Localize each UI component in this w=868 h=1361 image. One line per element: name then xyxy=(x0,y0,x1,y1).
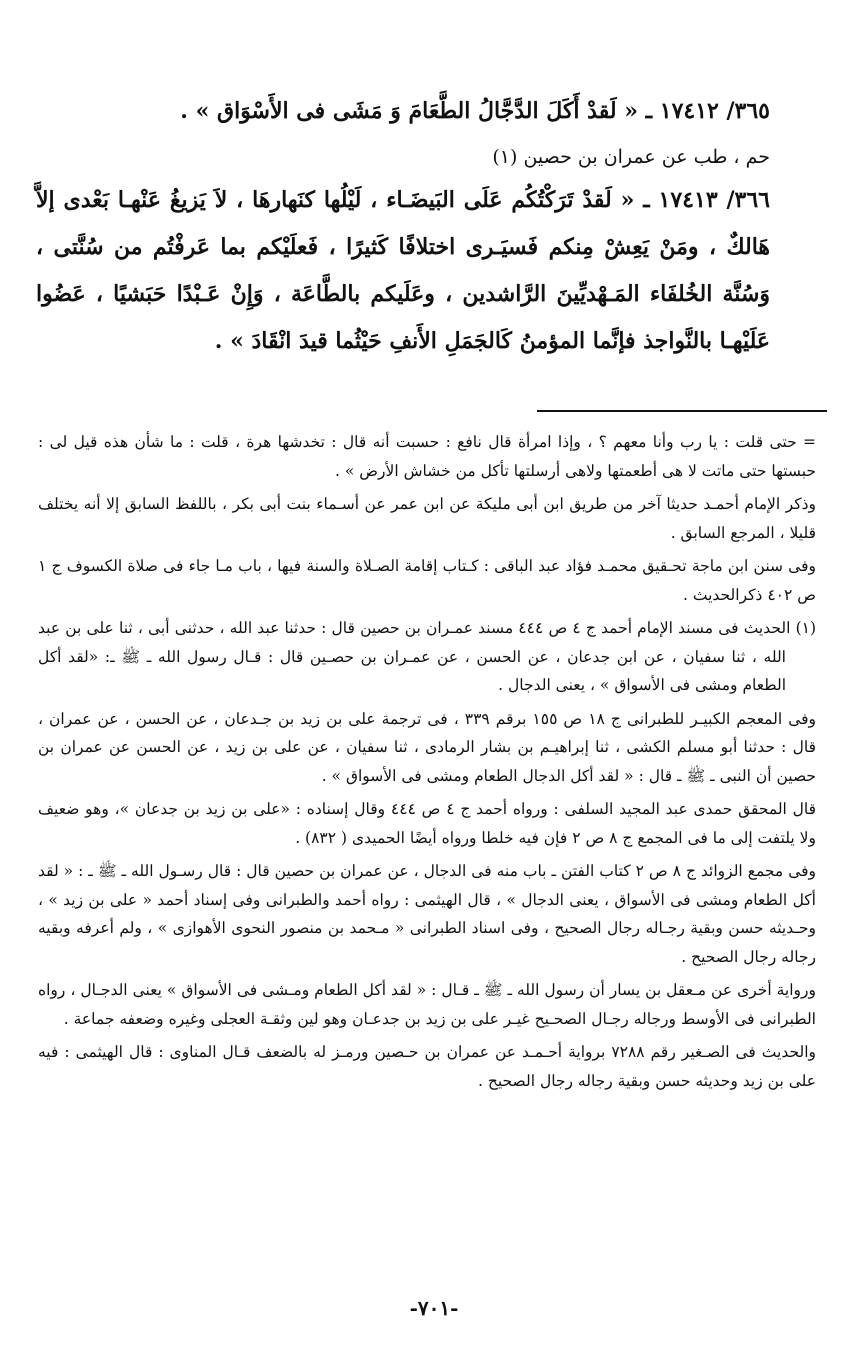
footnotes xyxy=(38,428,816,1100)
footnote-1-muhaqqiq: قال المحقق حمدى عبد المجيد السلفى : ورواه أحمد ج ٤ ص ٤٤٤ وقال إسناده : «على بن زيد بن جدعان »، وهو ضعيف ولا يلتفت إلى ما فى المجمع ج ٨ ص ٢ فإن فيه خلطا ورواه أيضًا الحميدى ( ٨٣٢) . xyxy=(38,800,817,847)
footnote-1-tabarani: وفى المعجم الكبيـر للطبرانى ج ١٨ ص ١٥٥ برقم ٣٣٩ ، فى ترجمة على بن زيد بن جـدعان ، عن الحسن ، عن عمران ، قال : حدثنا أبو مسلم الكشى ، ثنا إبراهيـم بن بشار الرمادى ، ثنا سفيان ، عن على بن زيد ، عن الحسن عن عمران بن حصين أن النبى ـ ﷺ ـ قال : « لقد أكل الدجال الطعام ومشى فى الأسواق » . xyxy=(38,709,817,785)
footnote-1-saghir: والحديث فى الصـغير رقم ٧٢٨٨ برواية أحـمـد عن عمران بن حـصين ورمـز له بالضعف قـال المناوى : قال الهيثمى : فيه على بن زيد وحديثه حسن وبقية رجاله رجال الصحيح . xyxy=(38,1043,816,1090)
footnote-1-maqil: ورواية أخرى عن مـعقل بن يسار أن رسول الله ـ ﷺ ـ قـال : « لقد أكل الطعام ومـشى فى الأسواق » يعنى الدجـال ، رواه الطبرانى فى الأوسط ورجاله رجـال الصحـيح غيـر على بن زيد بن جدعـان وهو لين وثقـة العجلى وغيره وضعفه جماعة . xyxy=(38,981,816,1028)
footnote-separator xyxy=(537,410,827,412)
hadith-365-source: حم ، طب عن عمران بن حصين (١) xyxy=(492,146,770,168)
footnote-1: (١) الحديث فى مسند الإمام أحمد ج ٤ ص ٤٤٤ مسند عمـران بن حصين قال : حدثنا عبد الله ، حدثنى أبى ، ثنا على بن عبد الله ، ثنا سفيان ، عن ابن جدعان ، عن الحسن ، عن عمـران بن حصـين قال : قـال رسول الله ـ ﷺ ـ: «لقد أكل الطعام ومشى فى الأسواق » ، يعنى الدجال . xyxy=(38,619,817,694)
main-text xyxy=(36,88,770,365)
note-continuation: = حتى قلت : يا رب وأنا معهم ؟ ، وإذا امرأة قال نافع : حسبت أنه قال : تخدشها هرة ، قلت : ما شأن هذه قيل لى : حبستها حتى ماتت لا هى أطعمتها ولاهى أرسلتها تأكل من خشاش الأرض » . xyxy=(38,433,816,480)
hadith-365: ٣٦٥/ ١٧٤١٢ ـ « لَقدْ أَكَلَ الدَّجَّالُ الطَّعَامَ وَ مَشَى فى الأَسْوَاق » . xyxy=(180,98,770,124)
page-number: -٧٠١- xyxy=(409,1296,459,1320)
hadith-366: ٣٦٦/ ١٧٤١٣ ـ « لَقدْ تَرَكْتُكُم عَلَى البَيضَـاء ، لَيْلُها كنَهارهَا ، لاَ يَزيغُ عَنْهـا بَعْدى إلاَّ هَالكٌ ، ومَنْ يَعِشْ مِنكم فَسيَـرى اختلافًا كَثيرًا ، فَعلَيْكم بما عَرفْتُم من سُنَّتى ، وَسُنَّة الخُلفَاء المَـهْديِّينَ الرَّاشدين ، وعَلَيكم بالطَّاعَة ، وَإِنْ عَـبْدًا حَبَشيًا ، عَضُوا عَلَيْهـا بالنَّواجذ فإنَّما المؤمنُ كَالجَمَلِ الأَنفِ حَيْثُما قيدَ انْقَادَ » . xyxy=(36,187,770,354)
note-ibn-majah: وفى سنن ابن ماجة تحـقيق محمـد فؤاد عبد الباقى : كـتاب إقامة الصـلاة والسنة فيها ، باب مـا جاء فى صلاة الكسوف ج ١ ص ٤٠٢ ذكرالحديث . xyxy=(38,557,816,604)
note-ahmad: وذكر الإمام أحمـد حديثا آخر من طريق ابن أبى مليكة عن ابن عمر عن أسـماء بنت أبى بكر ، باللفظ السابق إلا أنه يختلف قليلا ، المرجع السابق . xyxy=(38,495,816,542)
footnote-1-majma: وفى مجمع الزوائد ج ٨ ص ٢ كتاب الفتن ـ باب منه فى الدجال ، عن عمران بن حصين قال : قال رسـول الله ـ ﷺ ـ : « لقد أكل الطعام ومشى فى الأسواق ، يعنى الدجال » ، قال الهيثمى : رواه أحمد والطبرانى وفى إسناد أحمد « على بن زيد » ، وحـديثه حسن وبقية رجـاله رجال الصحيح ، وفى اسناد الطبرانى « مـحمد بن منصور النحوى الأهوازى » ، ولم أعرفه وبقيه رجاله رجال الصحيح . xyxy=(38,862,817,966)
